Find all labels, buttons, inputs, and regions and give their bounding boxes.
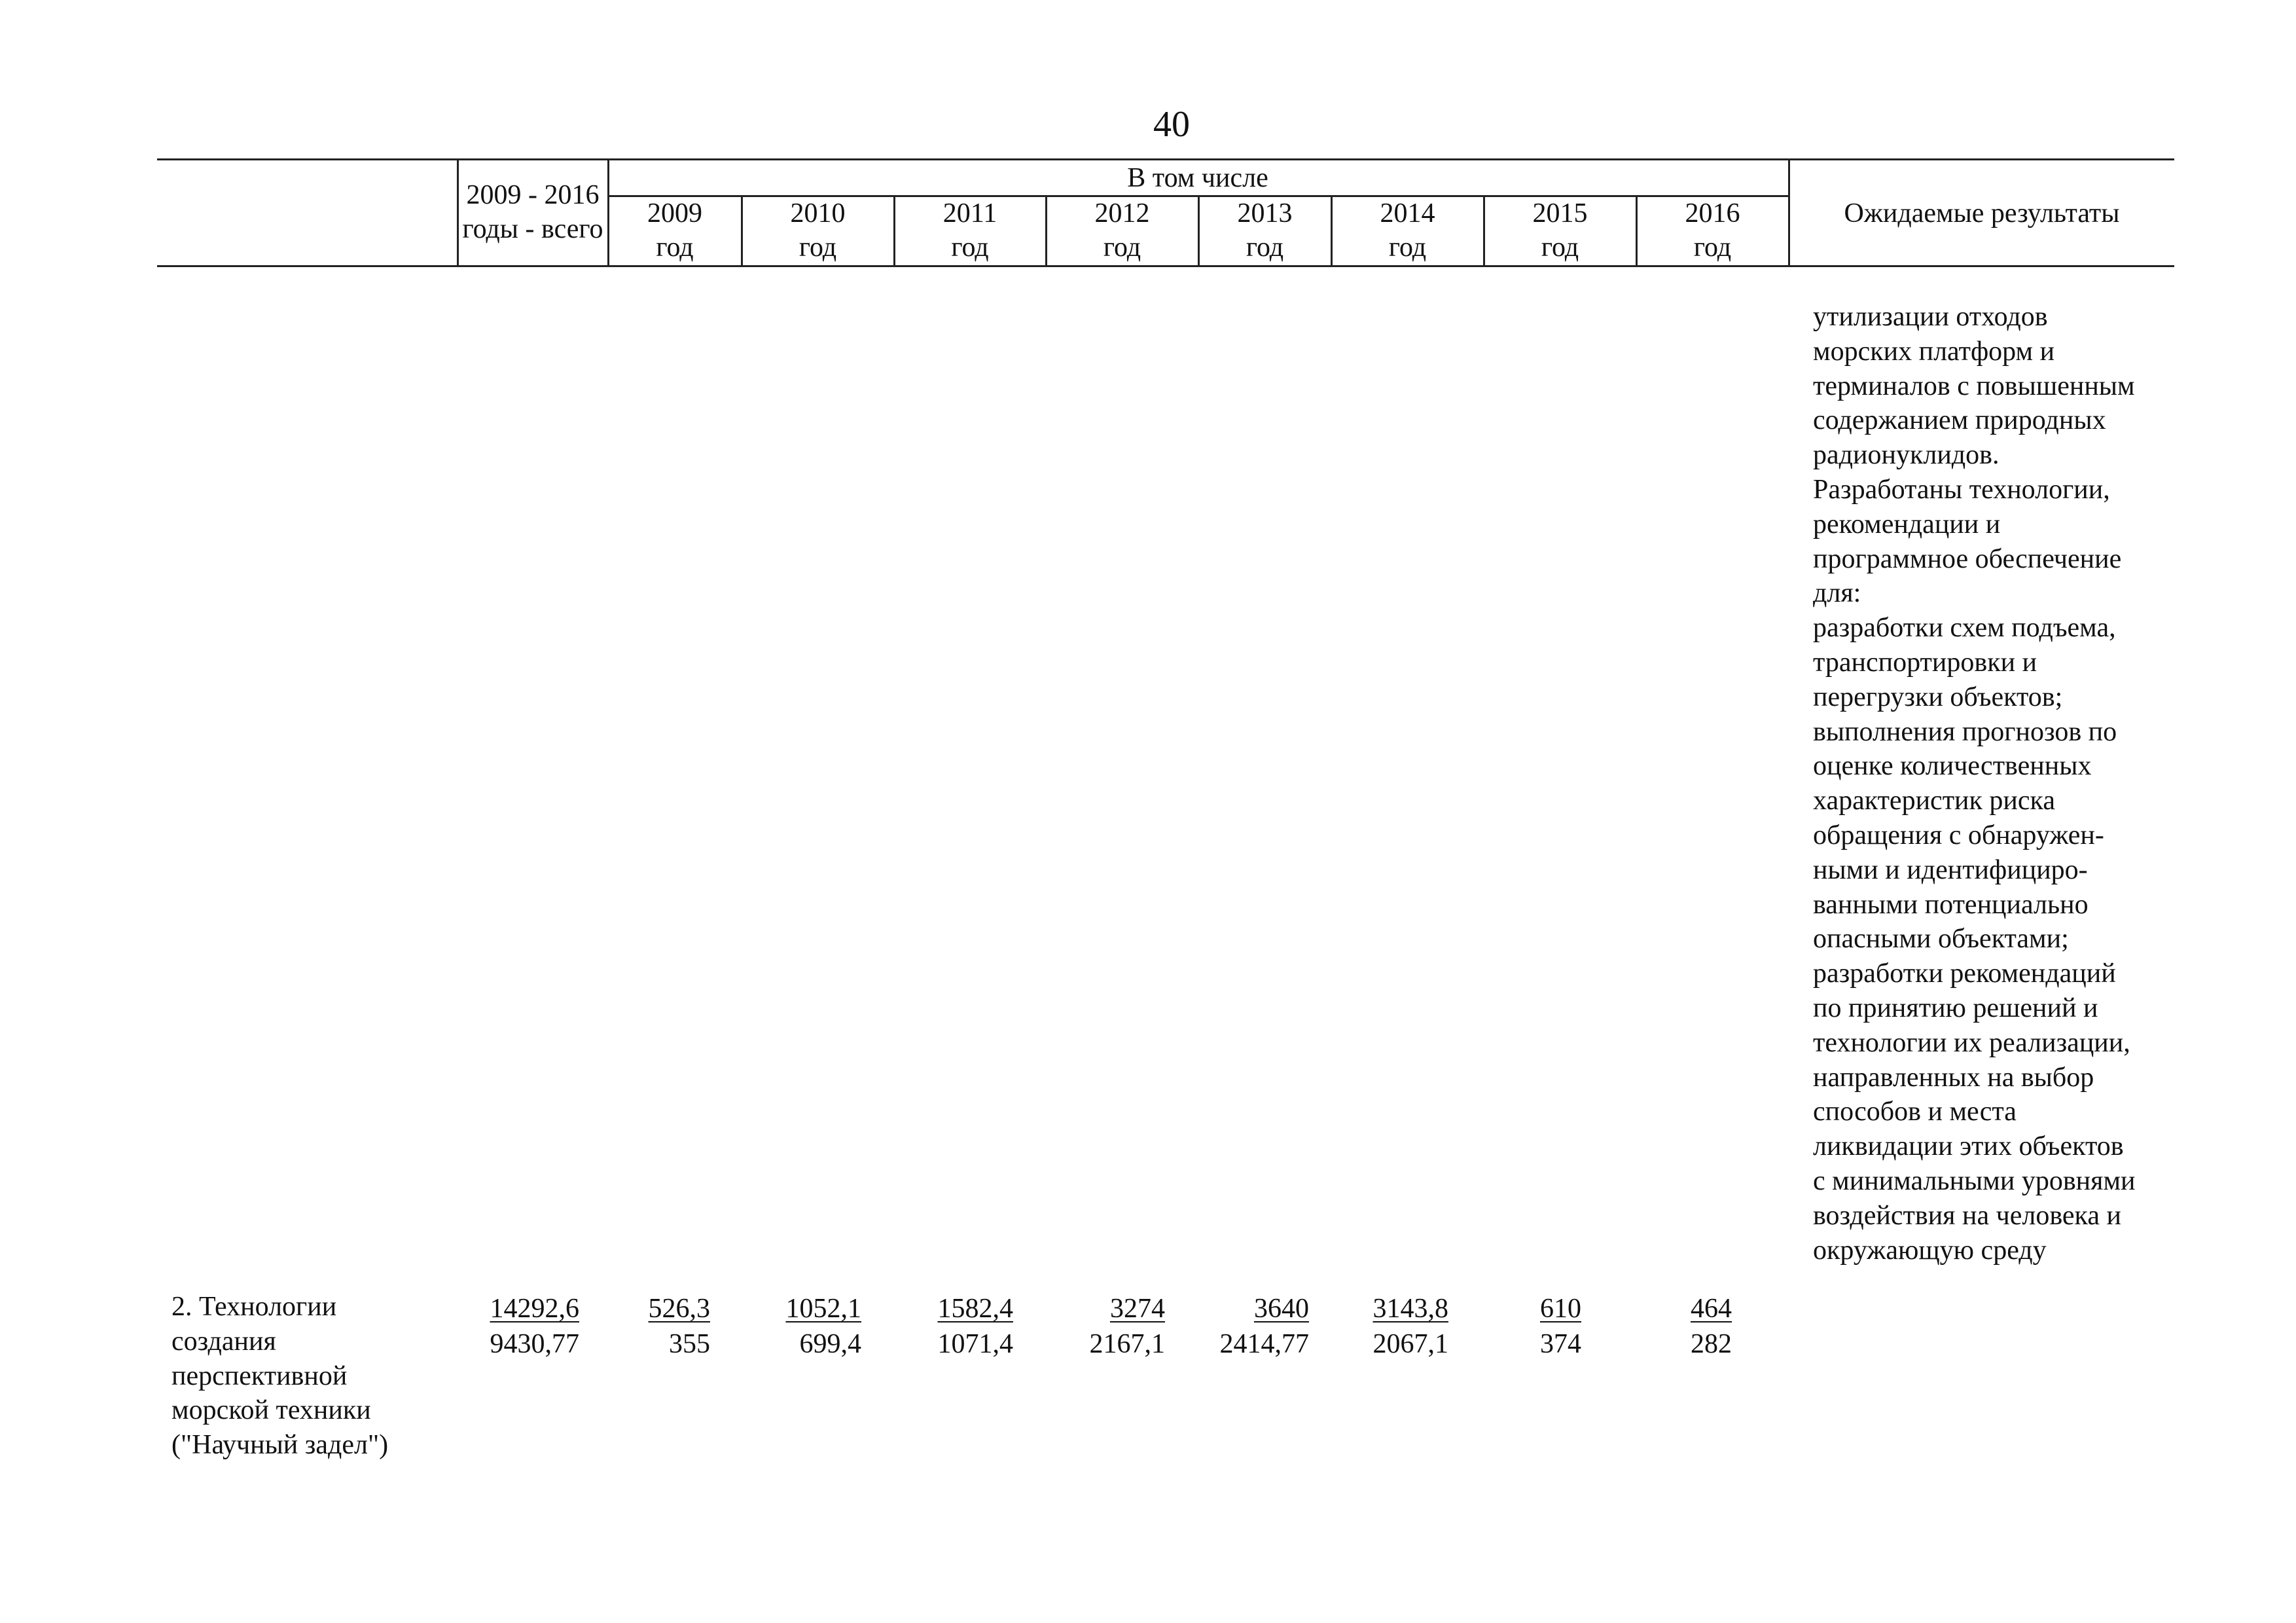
year-header-2010	[742, 196, 893, 264]
results-line: программное обеспечение	[1813, 543, 2122, 574]
expected-results-text	[1813, 300, 2271, 1267]
results-line: обращения с обнаружен-	[1813, 820, 2104, 850]
year-header-2015	[1484, 196, 1636, 264]
year-label: 2009	[647, 198, 702, 228]
value-2013-top: 3640	[1254, 1294, 1309, 1324]
value-2010-bottom: 699,4	[799, 1329, 861, 1359]
year-unit: год	[1388, 232, 1427, 263]
total-value-bottom: 9430,77	[490, 1329, 579, 1359]
results-line: окружающую среду	[1813, 1235, 2047, 1266]
results-line: технологии их реализации,	[1813, 1027, 2130, 1058]
row-name-line: создания	[171, 1326, 276, 1357]
results-line: ными и идентифициро-	[1813, 854, 2088, 885]
year-unit: год	[1541, 232, 1579, 263]
results-line: терминалов с повышенным	[1813, 371, 2135, 401]
results-line: воздействия на человека и	[1813, 1200, 2121, 1231]
value-2009-top: 526,3	[648, 1294, 710, 1324]
year-header-2009	[609, 196, 741, 264]
year-label: 2015	[1532, 198, 1588, 228]
header-top-rule	[157, 158, 2174, 160]
value-2012-top: 3274	[1110, 1294, 1165, 1324]
year-header-2011	[895, 196, 1045, 264]
results-column-header: Ожидаемые результаты	[1844, 198, 2120, 228]
results-line: выполнения прогнозов по	[1813, 716, 2117, 747]
total-header-line2: годы - всего	[462, 214, 603, 244]
value-2016-top: 464	[1691, 1294, 1732, 1324]
header-bottom-rule	[157, 265, 2174, 267]
year-label: 2012	[1094, 198, 1150, 228]
row-name-line: перспективной	[171, 1360, 348, 1391]
results-line: ликвидации этих объектов	[1813, 1131, 2124, 1162]
results-line: разработки схем подъема,	[1813, 613, 2116, 644]
row-name-line: морской техники	[171, 1395, 371, 1426]
year-label: 2013	[1237, 198, 1293, 228]
results-line: по принятию решений и	[1813, 993, 2098, 1023]
results-line: с минимальными уровнями	[1813, 1165, 2136, 1196]
year-unit: год	[1693, 232, 1732, 263]
results-line: для:	[1813, 578, 1861, 609]
year-unit: год	[1103, 232, 1141, 263]
results-line: утилизации отходов	[1813, 302, 2048, 332]
group-header: В том числе	[1127, 163, 1268, 193]
value-2015-bottom: 374	[1540, 1329, 1581, 1359]
value-2015-top: 610	[1540, 1294, 1581, 1324]
value-2011-bottom: 1071,4	[937, 1329, 1013, 1359]
results-line: радионуклидов.	[1813, 440, 2000, 471]
results-line: перегрузки объектов;	[1813, 682, 2063, 712]
year-header-2012	[1047, 196, 1198, 264]
results-line: опасными объектами;	[1813, 924, 2069, 955]
year-unit: год	[1246, 232, 1284, 263]
row-name-line: ("Научный задел")	[171, 1430, 389, 1461]
results-line: рекомендации и	[1813, 509, 2001, 539]
value-2014-bottom: 2067,1	[1372, 1329, 1448, 1359]
results-line: способов и места	[1813, 1097, 2017, 1127]
year-header-2013	[1199, 196, 1331, 264]
year-label: 2014	[1380, 198, 1435, 228]
year-label: 2010	[790, 198, 846, 228]
results-line: направленных на выбор	[1813, 1062, 2094, 1093]
value-2016-bottom: 282	[1691, 1329, 1732, 1359]
total-header-line1: 2009 - 2016	[466, 180, 600, 210]
results-line: оценке количественных	[1813, 751, 2092, 782]
year-label: 2016	[1685, 198, 1740, 228]
year-unit: год	[656, 232, 694, 263]
value-2012-bottom: 2167,1	[1089, 1329, 1165, 1359]
value-2011-top: 1582,4	[937, 1294, 1013, 1324]
value-2009-bottom: 355	[669, 1329, 710, 1359]
results-line: содержанием природных	[1813, 405, 2106, 436]
row-name	[171, 1290, 388, 1463]
results-line: транспортировки и	[1813, 647, 2037, 678]
row-name-line: 2. Технологии	[171, 1292, 337, 1322]
value-2014-top: 3143,8	[1372, 1294, 1448, 1324]
value-2010-top: 1052,1	[785, 1294, 861, 1324]
results-line: разработки рекомендаций	[1813, 958, 2116, 989]
total-value-top: 14292,6	[490, 1294, 579, 1324]
value-2013-bottom: 2414,77	[1219, 1329, 1309, 1359]
year-label: 2011	[942, 198, 997, 228]
year-header-2014	[1332, 196, 1483, 264]
results-line: ванными потенциально	[1813, 889, 2089, 920]
page-number: 40	[1153, 104, 1190, 145]
total-column-header	[458, 178, 607, 246]
results-line: морских платформ и	[1813, 336, 2055, 367]
year-unit: год	[798, 232, 837, 263]
year-header-2016	[1637, 196, 1788, 264]
results-line: характеристик риска	[1813, 786, 2055, 816]
year-unit: год	[951, 232, 989, 263]
results-line: Разработаны технологии,	[1813, 474, 2110, 505]
